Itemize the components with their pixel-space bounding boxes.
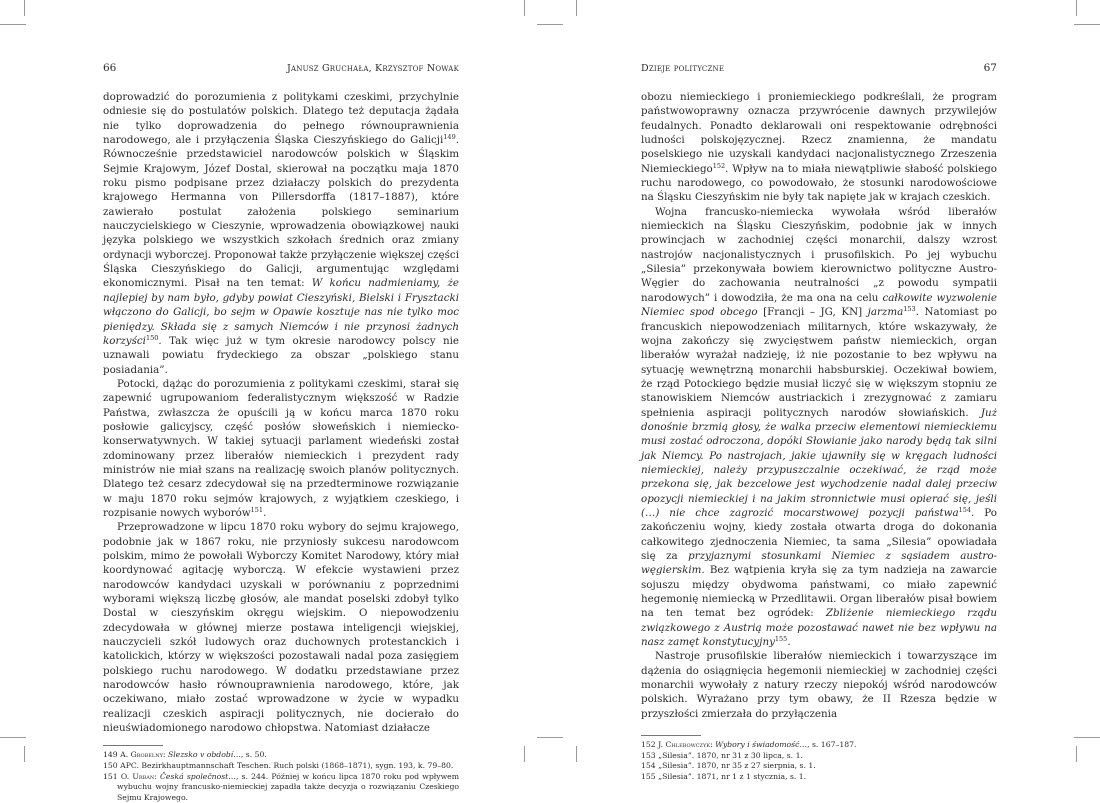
quotation: W końcu nadmieniamy, że najlepiej by nam było, gdyby powiat Cieszyński, Bielski i Frysztacki włączono do Galicji, bo sejm w Opawie kosztuje nas nie tylko moc pieniędzy. Składa się z samych Niemców i nie przynosi żadnych korzyści (103, 277, 460, 347)
crop-mark (576, 746, 577, 762)
paragraph: Przeprowadzone w lipcu 1870 roku wybory do sejmu krajowego, podobnie jak w 1867 roku, nie przyniosły sukcesu narodowcom polskim, mimo że powołali Wyborczy Komitet Narodowy, który miał koordynować agitację wyborczą. W efekcie wystawieni przez narodowców kandydaci uzyskali w porównaniu z poprzednimi wyborami większą liczbę głosów, ale mandat poselski zdobył tylko Dostal w cieszyńskim okręgu wiejskim. O niepowodzeniu zdecydowała w głównej mierze postawa inteligencji wiejskiej, nauczycieli szkół ludowych oraz duchownych protestanckich i katolickich, którzy w większości pozostawali nadal poza zasięgiem polskiego ruchu narodowego. W dodatku przedstawiane przez narodowców hasło równouprawnienia narodowego, które, jak oczekiwano, miało zostać wprowadzone w życie w wypadku realizacji czeskich aspiracji politycznych, nie docierało do nieuświadomionego narodowo chłopstwa. Natomiast działacze (103, 521, 459, 735)
crop-mark (24, 0, 25, 16)
footnotes (641, 740, 997, 782)
paragraph: doprowadzić do porozumienia z politykami czeskimi, przychylnie odniesie się do postulatów polskich. Dlatego też deputacja żądała nie tylko doprowadzenia do pełnego równouprawnienia narodowego, ale i przyłączenia Śląska Cieszyńskiego do Galicji$^{149}$. Równocześnie przedstawiciel narodowców polskich w Śląskim Sejmie Krajowym, Józef Dostal, skierował na początku maja 1870 roku pismo podpisane przez działaczy polskich do prezydenta krajowego Hermanna von Pillersdorffa (1817–1887), które zawierało postulat założenia polskiego seminarium nauczycielskiego w Cieszynie, wprowadzenia obowiązkowej nauki języka polskiego we wszystkich szkołach średnich oraz zmiany ordynacji wyborczej. Proponował także przyłączenie większej części Śląska Cieszyńskiego do Galicji, argumentując względami ekonomicznymi. Pisał na ten temat: W końcu nadmieniamy, że najlepiej by nam było, gdyby powiat Cieszyński, Bielski i Frysztacki włączono do Galicji, bo sejm w Opawie kosztuje nas nie tylko moc pieniędzy. Składa się z samych Niemców i nie przynosi żadnych korzyści$^{150}$. Tak więc już w tym okresie narodowcy polscy nie uznawali powiatu frydeckiego za obszar „polskiego stanu posiadania”. (103, 91, 460, 376)
footnote-ref[interactable]: 153 (903, 305, 916, 314)
running-head (103, 62, 459, 78)
body-text (103, 90, 459, 735)
quotation: Już donośnie brzmią głosy, że walka przeciw elementowi niemieckiemu musi zostać odroczona, dopóki Słowianie jako narody będą tak silni jak Niemcy. Po nastrojach, jakie ujawniły się w kręgach ludności niemieckiej, należy przypuszczalnie oczekiwać, że rząd może przekona się, jak bezcelowe jest wychodzenie nadal dalej przeciw opozycji niemieckiej i na jakim stronnictwie musi opierać się, jeśli (…) nie chce zagrozić mocarstwowej pozycji państwa (641, 406, 997, 519)
footnote: 155 „Silesia”. 1871, nr 1 z 1 stycznia, s. 1. (641, 771, 807, 781)
paragraph: Potocki, dążąc do porozumienia z politykami czeskimi, starał się zapewnić ugrupowaniom federalistycznym większość w Radzie Państwa, zwłaszcza że opuścili ją w końcu marca 1870 roku posłowie galicyjscy, część posłów słoweńskich i niemiecko-konserwatywnych. W takiej sytuacji parlament wiedeński został zdominowany przez liberałów niemieckich i prezydent rady ministrów nie miał szans na realizację swoich planów politycznych. Dlatego też cesarz zdecydował się na przedterminowe rozwiązanie w maju 1870 roku sejmów krajowych, z wyjątkiem czeskiego, i rozpisanie nowych wyborów$^{151}$. (103, 377, 459, 519)
running-title: Janusz Gruchała, Krzysztof Nowak (287, 63, 459, 74)
footnote-ref[interactable]: 152 (712, 161, 726, 170)
footnote: 151 O. Urban: Česká společnost…, s. 244. Później w końcu lipca 1870 roku pod wpływem wybuchu wojny francusko-niemieckiej zapadła także decyzja o rozwiązaniu Czeskiego Sejmu Krajowego. (103, 771, 460, 802)
crop-mark (0, 737, 26, 738)
footnotes (103, 750, 459, 803)
crop-mark (576, 0, 577, 16)
left-page (103, 62, 459, 803)
footnote-ref[interactable]: 155 (774, 635, 788, 644)
footnote: 153 „Silesia”. 1870, nr 31 z 30 lipca, s. 1. (641, 750, 803, 760)
paragraph: obozu niemieckiego i proniemieckiego podkreślali, że program państwowoprawny oznacza przywrócenie dawnych przywilejów feudalnych. Ponadto deklarowali oni respektowanie odrębności ludności polskojęzycznej. Rzecz znamienna, że mandatu poselskiego nie uzyskali kandydaci nacjonalistycznego Zrzeszenia Niemieckiego$^{152}$. Wpływ na to miała niewątpliwie słabość polskiego ruchu narodowego, co powodowało, że stosunki narodowościowe na Śląsku Cieszyńskim nie były tak napięte jak w krajach czeskich. (641, 91, 997, 204)
right-page (641, 62, 997, 783)
footnote-ref[interactable]: 149 (443, 133, 456, 142)
page-number: 67 (983, 62, 997, 74)
crop-mark (0, 24, 26, 25)
footnote: 152 J. Chlebowczyk: Wybory i świadomość…, s. 167–187. (641, 740, 857, 750)
crop-mark (1076, 0, 1077, 16)
footnote-ref[interactable]: 151 (250, 505, 264, 514)
crop-mark (537, 737, 563, 738)
page-number: 66 (103, 62, 117, 74)
footnote: 149 A. Grobelný: Slezsko v období…, s. 50. (103, 750, 267, 760)
crop-mark (524, 746, 525, 762)
footnote-ref[interactable]: 154 (958, 505, 972, 514)
crop-mark (524, 0, 525, 16)
footnote-separator (103, 745, 163, 746)
body-text (641, 90, 997, 721)
paragraph: Wojna francusko-niemiecka wywołała wśród liberałów niemieckich na Śląsku Cieszyńskim, podobnie jak w innych prowincjach w zachodniej części monarchii, dalszy wzrost nastrojów nacjonalistycznych i prusofilskich. Po jej wybuchu „Silesia” przekonywała bowiem kierownictwo polityczne Austro-Węgier do zachowania neutralności „z powodu sympatii narodowych” i dowodziła, że ma ona na celu całkowite wyzwolenie Niemiec spod obcego [Francji – JG, KN] jarzma$^{153}$. Natomiast po francuskich niepowodzeniach militarnych, które wskazywały, że wojna zakończy się zwycięstwem państw niemieckich, organ liberałów wyrażał nadzieję, iż nie pozostanie to bez wpływu na sytuację wewnętrzną monarchii habsburskiej. Oczekiwał bowiem, że rząd Potockiego będzie musiał liczyć się w większym stopniu ze stanowiskiem Niemców austriackich i zrezygnować z zamiaru spełnienia aspiracji politycznych narodów słowiańskich. Już donośnie brzmią głosy, że walka przeciw elementowi niemieckiemu musi zostać odroczona, dopóki Słowianie jako narody będą tak silni jak Niemcy. Po nastrojach, jakie ujawniły się w kręgach ludności niemieckiej, należy przypuszczalnie oczekiwać, że rząd może przekona się, jak bezcelowe jest wychodzenie nadal dalej przeciw opozycji niemieckiej i na jakim stronnictwie musi opierać się, jeśli (…) nie chce zagrozić mocarstwowej pozycji państwa$^{154}$. Po zakończeniu wojny, kiedy została otwarta droga do dokonania całkowitego zjednoczenia Niemiec, ta sama „Silesia” opowiadała się za przyjaznymi stosunkami Niemiec z sąsiadem austro-węgierskim. Bez wątpienia kryła się za tym nadzieja na zawarcie sojuszu między obydwoma państwami, co miało zapewnić hegemonię niemiecką w Przedlitawii. Organ liberałów pisał bowiem na ten temat bez ogródek: Zbliżenie niemieckiego rządu związkowego z Austrią może pozostawać nawet nie bez wpływu na nasz zamęt konstytucyjny$^{155}$. (641, 205, 998, 649)
crop-mark (1076, 746, 1077, 762)
crop-mark (1074, 24, 1100, 25)
paragraph: Nastroje prusofilskie liberałów niemieckich i towarzyszące im dążenia do osiągnięcia hegemonii niemieckiej w zachodniej części monarchii wywołały z natury rzeczy niepokój wśród narodowców polskich. Wyrażano przy tym obawy, że II Rzesza będzie w przyszłości zmierzała do przyłączenia (641, 650, 997, 720)
footnote: 150 APC. Bezirkhauptmannschaft Teschen. Ruch polski (1868–1871), sygn. 193, k. 79–80. (103, 761, 454, 771)
crop-mark (537, 24, 563, 25)
running-head (641, 62, 997, 78)
running-title: Dzieje polityczne (641, 63, 725, 74)
footnote-separator (641, 735, 701, 736)
crop-mark (24, 746, 25, 762)
footnote: 154 „Silesia”. 1870, nr 35 z 27 sierpnia, s. 1. (641, 761, 816, 771)
crop-mark (1074, 737, 1100, 738)
footnote-ref[interactable]: 150 (145, 333, 159, 342)
